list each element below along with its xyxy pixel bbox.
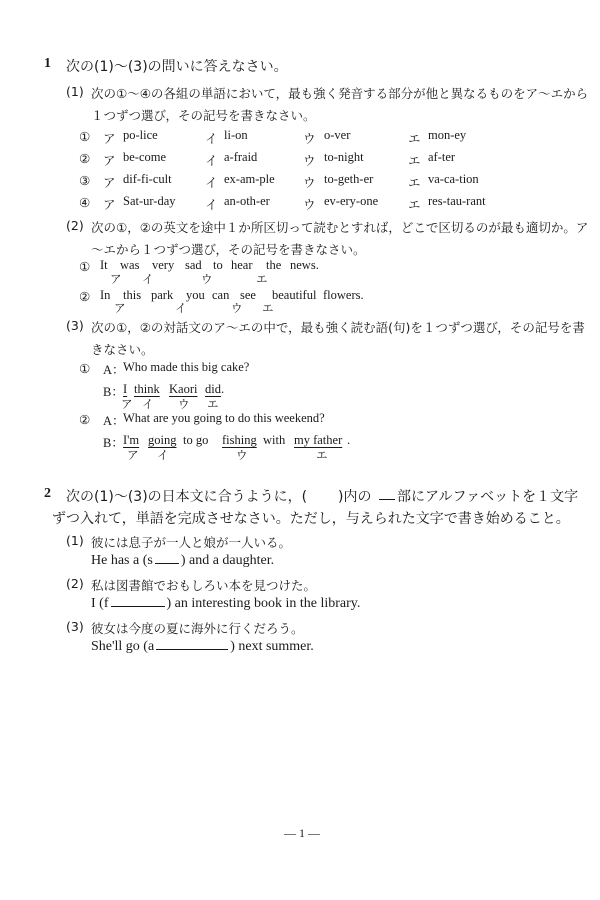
dialog-number: ① [79,361,91,376]
marker-letter: イ [175,301,187,315]
choice-word: I [123,382,128,396]
marker-letter: ア [110,272,122,286]
q1-p3-instruction-line1: 次の①，②の対話文のア〜エの中で，最も強く読む語(句)を１つずつ選び，その記号を書 [91,320,585,335]
marker-letter: ウ [236,448,248,462]
marker-letter: ア [114,301,126,315]
sentence-period: . [221,382,225,396]
option-word: res-tau-rant [428,194,486,208]
dialog-line-a: Who made this big cake? [123,360,250,374]
q2-title-part-b: )内の [338,489,372,505]
q2-title-part-c: 部にアルファベットを１文字 [397,489,579,505]
speaker-b: B： [103,436,124,450]
q2-title-line2: ずつ入れて，単語を完成させなさい。ただし，与えられた文字で書き始めること。 [52,511,570,527]
option-letter: エ [408,197,421,212]
choice-word: Kaori [169,382,198,396]
q2-title-underline-sample [379,499,395,500]
answer-blank[interactable] [156,639,228,650]
sentence-word: very [152,258,175,272]
sentence-word: beautiful [272,288,317,302]
q1-p3-instruction-line2: きなさい。 [91,342,154,357]
choice-word: I'm [123,433,140,447]
option-word: mon-ey [428,128,467,142]
option-word: to-geth-er [324,172,374,186]
q2-item-japanese: 彼女は今度の夏に海外に行くだろう。 [91,621,304,636]
q1-p1-instruction-line1: 次の①〜④の各組の単語において，最も強く発音する部分が他と異なるものをア〜エから [91,86,589,101]
option-word: af-ter [428,150,456,164]
sentence-word: sad [185,258,202,272]
marker-letter: ウ [231,301,243,315]
option-letter: エ [408,153,421,168]
answer-blank[interactable] [155,553,179,564]
option-word: o-ver [324,128,351,142]
sentence-word: It [100,258,108,272]
marker-letter: ウ [178,397,190,411]
sentence-word: can [212,288,230,302]
option-word: Sat-ur-day [123,194,176,208]
sentence-word: park [151,288,174,302]
row-number: ④ [79,195,91,210]
option-letter: ウ [303,175,316,190]
sentence-word: see [240,288,256,302]
q2-item-label: (2) [66,576,84,591]
q2-number: 2 [44,486,51,501]
option-letter: ア [103,197,116,212]
q2-item-label: (3) [66,619,84,634]
marker-letter: ウ [201,272,213,286]
q2-item-japanese: 私は図書館でおもしろい本を見つけた。 [91,578,317,593]
dialog-line-a: What are you going to do this weekend? [123,411,325,425]
q1-number: 1 [44,56,51,71]
marker-letter: イ [142,397,154,411]
row-number: ③ [79,173,91,188]
option-letter: イ [205,197,218,212]
q1-p3-label: (3) [66,318,84,333]
marker-letter: イ [157,448,169,462]
sentence-number: ② [79,289,91,304]
answer-blank[interactable] [111,596,165,607]
q2-item-japanese: 彼には息子が一人と娘が一人いる。 [91,535,292,550]
choice-word: my father [294,433,343,447]
q2-item-english: She'll go (a ) next summer. [91,639,314,654]
speaker-a: A： [103,363,125,377]
marker-letter: ア [127,448,139,462]
q2-title-part-a: 次の(1)〜(3)の日本文に合うように，( [66,489,308,505]
marker-letter: エ [207,397,219,411]
q1-p2-instruction-line2: 〜エから１つずつ選び，その記号を書きなさい。 [91,242,366,257]
dialog-number: ② [79,412,91,427]
q1-p2-label: (2) [66,218,84,233]
choice-word: fishing [222,433,257,447]
option-letter: イ [205,131,218,146]
speaker-b: B： [103,385,124,399]
option-word: be-come [123,150,167,164]
choice-word: did [205,382,221,396]
choice-word: think [134,382,160,396]
option-word: ex-am-ple [224,172,275,186]
marker-letter: エ [262,301,274,315]
sentence-word: to [213,258,223,272]
choice-word: going [148,433,177,447]
q1-p1-label: (1) [66,84,84,99]
marker-letter: エ [316,448,328,462]
page-number: — 1 — [284,826,320,840]
marker-letter: イ [142,272,154,286]
option-word: an-oth-er [224,194,270,208]
sentence-word: In [100,288,111,302]
sentence-word: this [123,288,142,302]
option-letter: エ [408,131,421,146]
option-word: dif-fi-cult [123,172,172,186]
sentence-word: you [186,288,205,302]
option-word: to-night [324,150,364,164]
q1-p2-instruction-line1: 次の①，②の英文を途中１か所区切って読むとすれば，どこで区切るのが最も適切か。ア [91,220,589,235]
sentence-period: . [347,433,351,447]
q1-p1-instruction-line2: １つずつ選び，その記号を書きなさい。 [91,108,316,123]
option-letter: エ [408,175,421,190]
option-letter: ウ [303,131,316,146]
option-letter: ウ [303,153,316,168]
sentence-word: the [266,258,282,272]
marker-letter: エ [256,272,268,286]
option-word: li-on [224,128,248,142]
sentence-word: was [120,258,140,272]
sentence-word: news. [290,258,319,272]
sentence-word: hear [231,258,253,272]
option-letter: ア [103,153,116,168]
row-number: ① [79,129,91,144]
speaker-a: A： [103,414,125,428]
q2-item-label: (1) [66,533,84,548]
sentence-word: flowers. [323,288,364,302]
option-letter: ア [103,131,116,146]
q2-item-english: I (f ) an interesting book in the library. [91,596,361,611]
option-letter: ウ [303,197,316,212]
marker-letter: ア [121,397,133,411]
q1-title: 次の(1)〜(3)の問いに答えなさい。 [66,59,288,75]
sentence-word: with [263,433,286,447]
option-letter: イ [205,175,218,190]
option-word: ev-ery-one [324,194,379,208]
option-word: po-lice [123,128,158,142]
q2-item-english: He has a (s ) and a daughter. [91,553,275,568]
option-letter: ア [103,175,116,190]
option-word: a-fraid [224,150,258,164]
option-word: va-ca-tion [428,172,479,186]
row-number: ② [79,151,91,166]
sentence-word: to go [183,433,209,447]
sentence-number: ① [79,259,91,274]
option-letter: イ [205,153,218,168]
